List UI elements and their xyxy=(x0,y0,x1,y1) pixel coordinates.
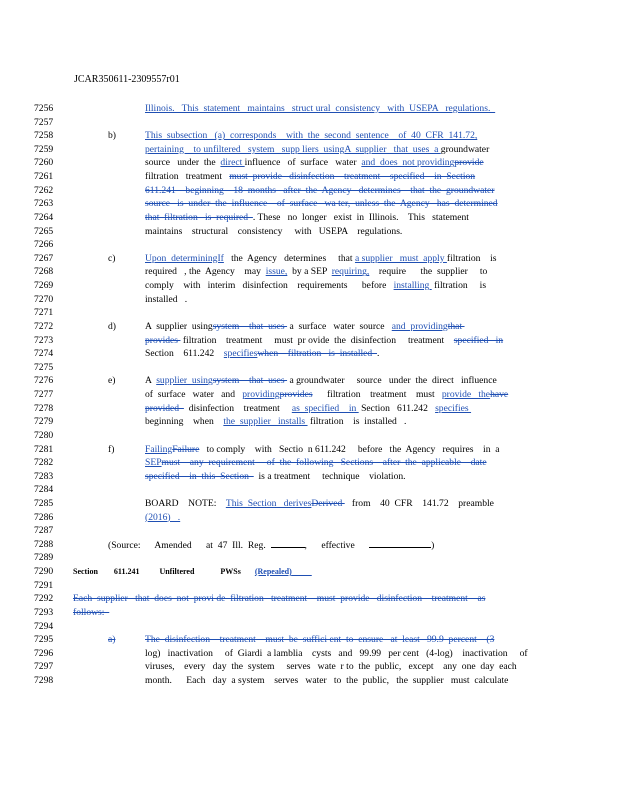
document-header: JCAR350611-2309557r01 xyxy=(74,74,180,85)
deleted-text: specified in xyxy=(453,334,504,346)
line-text xyxy=(145,674,540,688)
text: . xyxy=(377,348,380,360)
document-line xyxy=(0,579,618,593)
line-number: 7260 xyxy=(34,157,54,169)
line-number: 7279 xyxy=(34,416,54,428)
line-number: 7286 xyxy=(34,511,54,523)
deleted-text: provides xyxy=(279,389,313,401)
document-line xyxy=(0,565,618,579)
deleted-text: source is under the influence of surface wa ter, unless the Agency has determined xyxy=(145,198,498,210)
deleted-text: when filtration is installed xyxy=(257,348,378,360)
line-number: 7259 xyxy=(34,143,54,155)
line-number: 7269 xyxy=(34,280,54,292)
line-text xyxy=(145,497,540,511)
document-line xyxy=(0,184,618,198)
document-line xyxy=(0,592,618,606)
inserted-text: the supplier installs xyxy=(223,416,308,428)
line-text xyxy=(145,415,540,429)
document-line xyxy=(0,320,618,334)
line-text xyxy=(145,293,540,307)
document-line xyxy=(0,143,618,157)
line-text xyxy=(145,320,540,334)
document-line xyxy=(0,660,618,674)
line-text xyxy=(73,606,543,620)
document-line xyxy=(0,456,618,470)
text: ) xyxy=(431,539,435,551)
text: beginning when xyxy=(145,416,224,428)
text: a surface water source xyxy=(287,320,392,332)
text: filtration treatment must xyxy=(312,389,442,401)
deleted-text: 611.241 beginning 18 months after the Agency determines that the groundwater xyxy=(145,184,495,196)
line-number: 7262 xyxy=(34,184,54,196)
text: of surface water and xyxy=(145,389,243,401)
line-number: 7293 xyxy=(34,606,54,618)
inserted-text: supplier using xyxy=(156,375,213,387)
text: require the supplier to xyxy=(369,266,488,278)
line-number: 7266 xyxy=(34,239,54,251)
line-text xyxy=(145,647,540,661)
line-text xyxy=(145,197,540,211)
text: Section 611.241 Unfiltered PWSs xyxy=(73,567,255,577)
deleted-text: that filtration is required xyxy=(145,211,253,223)
inserted-text: and providing xyxy=(391,320,448,332)
line-number: 7292 xyxy=(34,593,54,605)
line-text xyxy=(145,511,540,525)
text: A supplier using xyxy=(145,320,213,332)
text: filtration is installed . xyxy=(307,416,407,428)
inserted-text: requiring, xyxy=(331,266,370,278)
document-line xyxy=(0,606,618,620)
line-number: 7281 xyxy=(34,443,54,455)
line-number: 7258 xyxy=(34,130,54,142)
subsection-label: d) xyxy=(108,320,116,332)
line-number: 7275 xyxy=(34,361,54,373)
line-text xyxy=(108,538,538,553)
text: , the Agency may xyxy=(184,266,266,278)
line-text xyxy=(145,279,540,293)
fill-in-blank xyxy=(271,538,305,548)
line-number: 7298 xyxy=(34,675,54,687)
document-line xyxy=(0,674,618,688)
line-number: 7271 xyxy=(34,307,54,319)
line-text xyxy=(145,334,540,348)
line-number: 7257 xyxy=(34,116,54,128)
line-text xyxy=(145,660,540,674)
line-number: 7295 xyxy=(34,634,54,646)
text: installed . xyxy=(145,293,188,305)
document-line xyxy=(0,102,618,116)
document-line xyxy=(0,306,618,320)
document-line xyxy=(0,334,618,348)
text: maintains structural consistency with USEPA regulations. xyxy=(145,225,403,237)
line-number: 7288 xyxy=(34,538,54,550)
line-text xyxy=(145,374,540,388)
deleted-text: Each supplier that does not provi de filtration treatment must provide disinfection treatment as xyxy=(73,593,486,605)
line-text xyxy=(145,170,540,184)
text: influence of surface water xyxy=(244,157,362,169)
document-line xyxy=(0,402,618,416)
document-line xyxy=(0,129,618,143)
inserted-text: a supplier must apply xyxy=(354,252,447,264)
deleted-text: follows: xyxy=(73,606,110,618)
document-line xyxy=(0,374,618,388)
line-number: 7282 xyxy=(34,457,54,469)
deleted-text: provided xyxy=(145,402,184,414)
line-number: 7268 xyxy=(34,266,54,278)
line-text xyxy=(145,129,540,143)
line-number: 7274 xyxy=(34,348,54,360)
line-text xyxy=(145,633,540,647)
text: (Source: Amended at 47 Ill. Reg. xyxy=(108,539,271,551)
document-line xyxy=(0,497,618,511)
document-line xyxy=(0,511,618,525)
deleted-text: specified in this Section xyxy=(145,470,254,482)
line-number: 7270 xyxy=(34,293,54,305)
text: by a SEP xyxy=(287,266,332,278)
line-text xyxy=(145,184,540,198)
line-text xyxy=(145,470,540,484)
line-number: 7291 xyxy=(34,579,54,591)
deleted-text: must provide disinfection treatment specified in Section xyxy=(229,171,476,183)
text: required xyxy=(145,266,185,278)
subsection-label: c) xyxy=(108,252,116,264)
inserted-text: provide the xyxy=(441,389,491,401)
line-text xyxy=(73,565,543,579)
text: groundwater xyxy=(440,143,490,155)
document-line xyxy=(0,633,618,647)
text: a groundwater source under the direct influence xyxy=(287,375,497,387)
inserted-text: (Repealed) xyxy=(254,567,292,577)
document-line xyxy=(0,620,618,634)
text: log) inactivation of Giardi a lamblia cysts and 99.99 per cent (4-log) inactivation of xyxy=(145,647,528,659)
line-text xyxy=(145,102,540,116)
line-text xyxy=(73,592,543,606)
text: . These no longer exist in Illinois. This statement xyxy=(252,211,469,223)
inserted-text: SEP xyxy=(145,457,162,469)
deleted-text: must any requirement of the following Sections after the applicable date xyxy=(161,457,487,469)
text: from 40 CFR 141.72 preamble xyxy=(344,497,494,509)
line-number: 7273 xyxy=(34,334,54,346)
text: Section 611.242 xyxy=(358,402,436,414)
text: filtration treatment xyxy=(145,171,230,183)
deleted-text: The disinfection treatment must be suffici ent to ensure at least 99.9 percent (3 xyxy=(145,634,495,646)
document-line xyxy=(0,238,618,252)
subsection-label: f) xyxy=(108,443,115,455)
text: Section 611.242 xyxy=(145,348,224,360)
text: filtration treatment must pr ovide the disinfection treatment xyxy=(180,334,454,346)
line-number: 7285 xyxy=(34,497,54,509)
deleted-text: have xyxy=(490,389,509,401)
text: viruses, every day the system serves wate r to the public, except any one day each xyxy=(145,661,517,673)
document-line xyxy=(0,443,618,457)
line-number: 7280 xyxy=(34,429,54,441)
line-text xyxy=(145,443,540,457)
document-line xyxy=(0,265,618,279)
line-text xyxy=(145,265,540,279)
deleted-text: provide xyxy=(454,157,484,169)
text: the Agency determines that xyxy=(223,252,355,264)
line-number: 7264 xyxy=(34,211,54,223)
subsection-label: e) xyxy=(108,375,116,387)
line-number: 7267 xyxy=(34,252,54,264)
line-number: 7283 xyxy=(34,470,54,482)
deleted-text: Failure xyxy=(172,443,200,455)
line-text xyxy=(145,252,540,266)
document-line xyxy=(0,388,618,402)
text: disinfection treatment xyxy=(183,402,292,414)
text: source under the xyxy=(145,157,221,169)
inserted-text: providing xyxy=(242,389,280,401)
inserted-text: pertaining to unfiltered system supp liers using xyxy=(145,143,345,155)
line-number: 7272 xyxy=(34,320,54,332)
document-line xyxy=(0,524,618,538)
document-line xyxy=(0,225,618,239)
inserted-text: issue, xyxy=(265,266,288,278)
inserted-text: specifies xyxy=(435,402,472,414)
deleted-text: provides xyxy=(145,334,181,346)
document-line xyxy=(0,361,618,375)
text: BOARD NOTE: xyxy=(145,497,226,509)
fill-in-blank xyxy=(369,538,431,548)
line-text xyxy=(145,225,540,239)
line-number: 7265 xyxy=(34,225,54,237)
document-line xyxy=(0,347,618,361)
document-line xyxy=(0,211,618,225)
line-number: 7287 xyxy=(34,525,54,537)
document-line xyxy=(0,551,618,565)
line-text xyxy=(145,156,540,170)
line-text xyxy=(145,347,540,361)
inserted-text: installing xyxy=(393,280,432,292)
line-number: 7263 xyxy=(34,198,54,210)
document-line xyxy=(0,197,618,211)
line-number: 7290 xyxy=(34,566,54,578)
document-line xyxy=(0,415,618,429)
text: filtration is xyxy=(431,280,487,292)
text: comply with interim disinfection requirements before xyxy=(145,280,394,292)
document-line xyxy=(0,252,618,266)
line-number: 7296 xyxy=(34,647,54,659)
subsection-label: b) xyxy=(108,130,116,142)
deleted-text: system that uses xyxy=(212,320,288,332)
document-line xyxy=(0,279,618,293)
line-text xyxy=(145,143,540,157)
line-number: 7261 xyxy=(34,171,54,183)
line-text xyxy=(145,388,540,402)
line-text xyxy=(145,456,540,470)
inserted-text: This subsection (a) corresponds with the second sentence of 40 CFR 141.72, xyxy=(145,130,478,142)
text: is a treatment technique violation. xyxy=(253,470,406,482)
document-line xyxy=(0,156,618,170)
line-number: 7284 xyxy=(34,484,54,496)
line-text xyxy=(145,211,540,225)
inserted-text: specifies xyxy=(223,348,258,360)
line-number: 7294 xyxy=(34,620,54,632)
text: A xyxy=(145,375,157,387)
inserted-text: providing xyxy=(417,157,455,169)
inserted-text: direct xyxy=(220,157,245,169)
line-number: 7277 xyxy=(34,389,54,401)
text: , effective xyxy=(304,539,370,551)
line-number: 7297 xyxy=(34,661,54,673)
document-line xyxy=(0,293,618,307)
text: month. Each day a system serves water to the public, the supplier must calculate xyxy=(145,675,509,687)
inserted-text: and does not xyxy=(361,157,418,169)
document-line xyxy=(0,538,618,552)
deleted-text: Derived xyxy=(311,497,345,509)
deleted-text: system that uses xyxy=(212,375,288,387)
document-line xyxy=(0,483,618,497)
inserted-text: Upon determiningIf xyxy=(145,252,224,264)
document-line xyxy=(0,647,618,661)
document-line xyxy=(0,429,618,443)
line-text xyxy=(145,402,540,416)
inserted-text: Illinois. This statement maintains struct ural consistency with USEPA regulations. xyxy=(145,103,496,114)
line-number: 7278 xyxy=(34,402,54,414)
line-number: 7289 xyxy=(34,552,54,564)
inserted-text: as specified in xyxy=(291,402,359,414)
inserted-text: (2016) . xyxy=(145,511,181,523)
text: filtration is xyxy=(446,252,497,264)
line-number: 7276 xyxy=(34,375,54,387)
deleted-text: that xyxy=(447,320,465,332)
inserted-text: This Section derives xyxy=(225,497,312,509)
line-number: 7256 xyxy=(34,103,54,114)
inserted-text xyxy=(292,567,312,576)
inserted-text: A supplier that uses a xyxy=(344,143,441,155)
text: to comply with Sectio n 611.242 before the Agency requires in a xyxy=(199,443,500,455)
subsection-label: a) xyxy=(108,634,116,646)
document-line xyxy=(0,116,618,130)
document-line xyxy=(0,170,618,184)
document-line xyxy=(0,470,618,484)
inserted-text: Failing xyxy=(145,443,173,455)
